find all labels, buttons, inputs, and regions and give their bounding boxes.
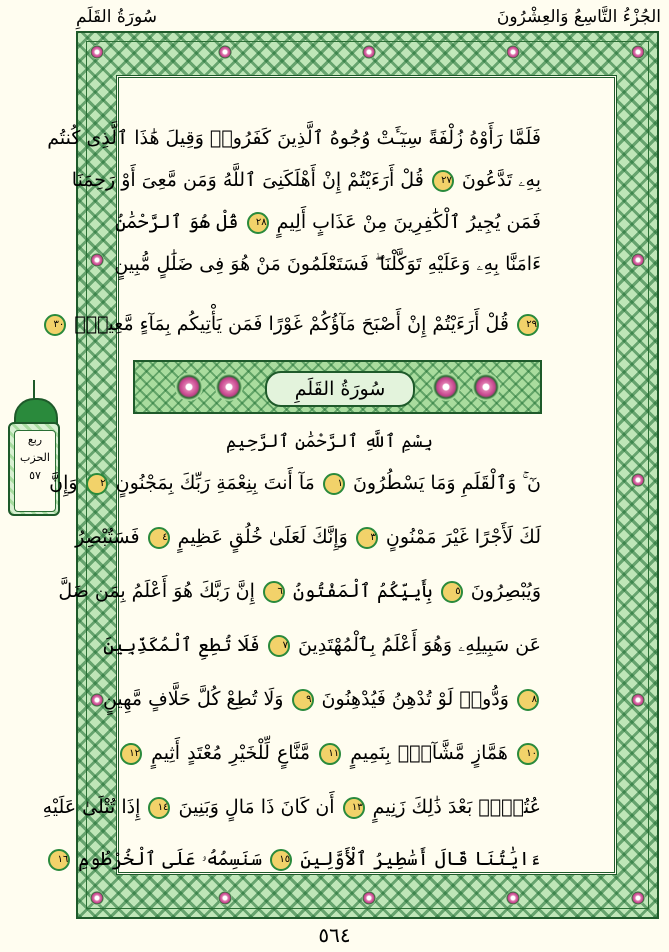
frame-flower-icon — [631, 891, 645, 905]
verse-text: سَنَسِمُهُۥ عَلَى ٱلْخُرْطُومِ — [78, 848, 263, 870]
verse-text: بِهِۦ تَدَّعُونَ — [461, 169, 541, 191]
banner-rose-icon — [175, 373, 203, 401]
verse-text: هَمَّازٍ مَّشَّآءٍۭ بِنَمِيمٍ — [350, 742, 508, 764]
banner-rose-icon — [215, 373, 243, 401]
verse-line-4 — [114, 243, 541, 285]
ayah-marker: ٣ — [356, 527, 378, 549]
ayah-marker: ١٥ — [270, 849, 292, 871]
ayah-marker: ١٠ — [517, 743, 539, 765]
surah-title: سُورَةُ القَلَمِ — [265, 371, 415, 407]
verse-text: وَإِنَّ — [49, 472, 78, 494]
verse-text: ءَايَٰتُنَا قَالَ أَسَٰطِيرُ ٱلْأَوَّلِينَ — [300, 848, 541, 870]
ayah-marker: ٢٧ — [432, 170, 454, 192]
ayah-marker: ٦ — [263, 581, 285, 603]
ayah-marker: ٢٩ — [517, 314, 539, 336]
verse-line-13 — [57, 838, 541, 880]
ayah-marker: ٥ — [441, 581, 463, 603]
frame-flower-icon — [218, 45, 232, 59]
verse-text: فَلَا تُطِعِ ٱلْمُكَذِّبِينَ — [103, 634, 260, 656]
verse-line-11 — [118, 732, 541, 774]
hizb-rub: ربع — [27, 433, 43, 446]
verse-line-1 — [47, 117, 541, 159]
header-juz-name: الجُزْءُ التَّاسِعُ وَالعِشْرُونَ — [496, 7, 661, 27]
verse-text: إِنَّ رَبَّكَ هُوَ أَعْلَمُ بِمَن ضَلَّ — [58, 580, 255, 602]
ayah-marker: ١٤ — [148, 797, 170, 819]
ayah-marker: ٢٨ — [247, 212, 269, 234]
verse-line-6 — [49, 462, 541, 504]
verse-text: قُلْ أَرَءَيْتُمْ إِنْ أَهْلَكَنِىَ ٱللَّهُ وَمَن مَّعِىَ أَوْ رَحِمَنَا — [71, 169, 424, 191]
verse-text: وَدُّوا۟ لَوْ تُدْهِنُ فَيُدْهِنُونَ — [321, 688, 509, 710]
frame-flower-icon — [362, 891, 376, 905]
header-surah-name: سُورَةُ القَلَمِ — [76, 7, 157, 27]
ayah-marker: ١١ — [319, 743, 341, 765]
verse-text: فَسَتُبْصِرُ — [75, 526, 140, 548]
frame-flower-icon — [90, 891, 104, 905]
ayah-marker: ٤ — [148, 527, 170, 549]
frame-flower-icon — [631, 693, 645, 707]
verse-text: أَن كَانَ ذَا مَالٍ وَبَنِينَ — [178, 796, 335, 818]
verse-line-8 — [58, 570, 541, 612]
frame-flower-icon — [90, 693, 104, 707]
page-number: ٥٦٤ — [318, 923, 351, 947]
ayah-marker: ٧ — [268, 635, 290, 657]
ayah-marker: ٨ — [517, 689, 539, 711]
verse-text: بِأَييِّكُمُ ٱلْمَفْتُونُ — [292, 580, 433, 602]
verse-text: عُتُلٍّۭ بَعْدَ ذَٰلِكَ زَنِيمٍ — [372, 796, 541, 818]
verse-line-2 — [71, 159, 541, 201]
basmala: بِسْمِ ٱللَّهِ ٱلرَّحْمَٰنِ ٱلرَّحِيمِ — [225, 431, 433, 452]
verse-text: فَلَمَّا رَأَوْهُ زُلْفَةً سِيٓـَٔتْ وُجُوهُ ٱلَّذِينَ كَفَرُوا۟ وَقِيلَ هَٰذَا ٱلَّذِى كُنتُم — [47, 127, 541, 149]
verse-text: إِذَا تُتْلَىٰ عَلَيْهِ — [42, 796, 141, 818]
verse-text: وَيُبْصِرُونَ — [470, 580, 541, 602]
ayah-marker: ٢ — [86, 473, 108, 495]
verse-text: وَلَا تُطِعْ كُلَّ حَلَّافٍ مَّهِينٍ — [102, 688, 284, 710]
hizb-text: الحزب — [20, 451, 50, 464]
verse-line-12 — [42, 786, 541, 828]
verse-text: قُلْ هُوَ ٱلرَّحْمَٰنُ — [115, 211, 239, 233]
ayah-marker: ١٦ — [48, 849, 70, 871]
banner-rose-icon — [472, 373, 500, 401]
frame-flower-icon — [631, 253, 645, 267]
verse-line-9 — [103, 624, 541, 666]
verse-text: نٓ ۚ وَٱلْقَلَمِ وَمَا يَسْطُرُونَ — [352, 472, 541, 494]
frame-flower-icon — [631, 45, 645, 59]
surah-title-banner — [133, 360, 542, 414]
frame-flower-icon — [90, 45, 104, 59]
ayah-marker: ١ — [323, 473, 345, 495]
frame-flower-icon — [218, 891, 232, 905]
frame-flower-icon — [506, 45, 520, 59]
verse-text: فَمَن يُجِيرُ ٱلْكَٰفِرِينَ مِنْ عَذَابٍ أَلِيمٍ — [276, 211, 541, 233]
verse-text: قُلْ أَرَءَيْتُمْ إِنْ أَصْبَحَ مَآؤُكُمْ غَوْرًا فَمَن يَأْتِيكُم بِمَآءٍ مَّعِينٍۭ — [74, 313, 509, 335]
hizb-number: ٥٧ — [29, 469, 41, 482]
frame-flower-icon — [90, 253, 104, 267]
ayah-marker: ١٢ — [120, 743, 142, 765]
verse-text: عَن سَبِيلِهِۦ وَهُوَ أَعْلَمُ بِٱلْمُهْتَدِينَ — [297, 634, 541, 656]
verse-line-3 — [115, 201, 541, 243]
frame-flower-icon — [506, 891, 520, 905]
verse-text: لَكَ لَأَجْرًا غَيْرَ مَمْنُونٍ — [385, 526, 541, 548]
frame-flower-icon — [631, 473, 645, 487]
verse-text: مَّنَّاعٍ لِّلْخَيْرِ مُعْتَدٍ أَثِيمٍ — [151, 742, 310, 764]
banner-rose-icon — [432, 373, 460, 401]
verse-line-5 — [53, 303, 541, 345]
ayah-marker: ٩ — [292, 689, 314, 711]
ayah-marker: ٣٠ — [44, 314, 66, 336]
frame-flower-icon — [362, 45, 376, 59]
verse-text: وَإِنَّكَ لَعَلَىٰ خُلُقٍ عَظِيمٍ — [177, 526, 348, 548]
verse-line-7 — [75, 516, 541, 558]
verse-text: ءَامَنَّا بِهِۦ وَعَلَيْهِ تَوَكَّلْنَا ۖ فَسَتَعْلَمُونَ مَنْ هُوَ فِى ضَلَٰلٍ مُّبِينٍ — [114, 253, 541, 275]
verse-line-10 — [102, 678, 541, 720]
ayah-marker: ١٣ — [343, 797, 365, 819]
verse-text: مَآ أَنتَ بِنِعْمَةِ رَبِّكَ بِمَجْنُونٍ — [115, 472, 315, 494]
